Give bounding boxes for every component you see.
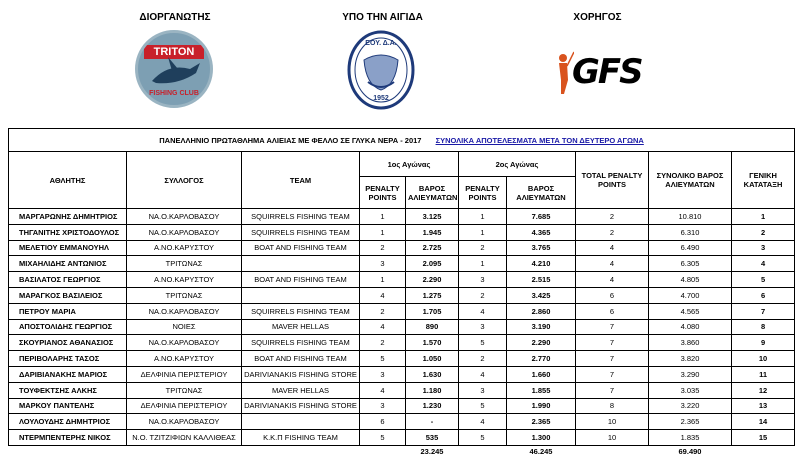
athlete-name: ΤΟΥΦΕΚΤΣΗΣ ΑΛΚΗΣ xyxy=(9,382,127,398)
total-penalty: 10 xyxy=(576,414,649,430)
total-penalty: 2 xyxy=(576,224,649,240)
athlete-name: ΜΑΡΓΑΡΩΝΗΣ ΔΗΜΗΤΡΙΟΣ xyxy=(9,209,127,225)
club-name: ΝΑ.Ο.ΚΑΡΛΟΒΑΣΟΥ xyxy=(127,224,242,240)
results-table xyxy=(8,128,795,458)
total-round1-weight: 23.245 xyxy=(420,447,444,457)
table-row xyxy=(9,240,795,256)
round2-penalty: 2 xyxy=(459,351,507,367)
round1-penalty: 4 xyxy=(360,382,406,398)
round1-penalty: 4 xyxy=(360,287,406,303)
round2-weight: 1.300 xyxy=(507,430,576,446)
round1-penalty: 3 xyxy=(360,398,406,414)
team-name: MAVER HELLAS xyxy=(242,319,360,335)
rank: 1 xyxy=(732,209,795,225)
total-weight: 4.080 xyxy=(649,319,732,335)
club-name: Ν.Ο. ΤΖΙΤΖΙΦΙΩΝ ΚΑΛΛΙΘΕΑΣ xyxy=(127,430,242,446)
total-penalty: 6 xyxy=(576,287,649,303)
club-name: ΔΕΛΦΙΝΙΑ ΠΕΡΙΣΤΕΡΙΟΥ xyxy=(127,398,242,414)
table-row xyxy=(9,351,795,367)
round1-penalty: 2 xyxy=(360,335,406,351)
round1-weight: - xyxy=(406,414,459,430)
athlete-name: ΜΙΧΑΗΛΙΔΗΣ ΑΝΤΩΝΙΟΣ xyxy=(9,256,127,272)
total-weight: 6.305 xyxy=(649,256,732,272)
round2-penalty: 5 xyxy=(459,430,507,446)
round2-penalty: 3 xyxy=(459,272,507,288)
team-name: SQUIRRELS FISHING TEAM xyxy=(242,335,360,351)
round1-penalty: 1 xyxy=(360,209,406,225)
round1-penalty: 4 xyxy=(360,319,406,335)
round2-penalty: 4 xyxy=(459,414,507,430)
rank: 8 xyxy=(732,319,795,335)
table-title-cell xyxy=(9,129,795,152)
round2-weight: 1.855 xyxy=(507,382,576,398)
round2-penalty: 1 xyxy=(459,209,507,225)
table-row xyxy=(9,398,795,414)
round1-penalty: 1 xyxy=(360,224,406,240)
round2-weight: 2.770 xyxy=(507,351,576,367)
total-penalty: 4 xyxy=(576,240,649,256)
triton-club-logo: TRITON FISHING CLUB xyxy=(135,30,213,108)
team-name: BOAT AND FISHING TEAM xyxy=(242,240,360,256)
table-row xyxy=(9,209,795,225)
round2-penalty: 5 xyxy=(459,398,507,414)
round1-weight: 1.630 xyxy=(406,366,459,382)
team-name: BOAT AND FISHING TEAM xyxy=(242,351,360,367)
round1-weight: 1.705 xyxy=(406,303,459,319)
round1-weight: 1.050 xyxy=(406,351,459,367)
team-name: DARIVIANAKIS FISHING STORE xyxy=(242,398,360,414)
rank: 5 xyxy=(732,272,795,288)
round1-weight: 1.945 xyxy=(406,224,459,240)
club-name: ΝΑ.Ο.ΚΑΡΛΟΒΑΣΟΥ xyxy=(127,335,242,351)
round2-weight: 1.990 xyxy=(507,398,576,414)
club-name: ΝΑ.Ο.ΚΑΡΛΟΒΑΣΟΥ xyxy=(127,303,242,319)
round2-penalty: 1 xyxy=(459,256,507,272)
total-weight: 6.490 xyxy=(649,240,732,256)
rank: 7 xyxy=(732,303,795,319)
total-penalty: 7 xyxy=(576,366,649,382)
athlete-name: ΜΑΡΚΟΥ ΠΑΝΤΕΛΗΣ xyxy=(9,398,127,414)
team-name xyxy=(242,414,360,430)
round1-weight: 890 xyxy=(406,319,459,335)
round2-weight: 3.765 xyxy=(507,240,576,256)
round1-penalty: 5 xyxy=(360,430,406,446)
col-round2: 2ος Αγώνας xyxy=(459,152,576,177)
round1-weight: 2.095 xyxy=(406,256,459,272)
col-athlete: ΑΘΛΗΤΗΣ xyxy=(9,152,127,209)
team-name: SQUIRRELS FISHING TEAM xyxy=(242,224,360,240)
rank: 11 xyxy=(732,366,795,382)
team-name: SQUIRRELS FISHING TEAM xyxy=(242,209,360,225)
team-name: SQUIRRELS FISHING TEAM xyxy=(242,303,360,319)
total-penalty: 7 xyxy=(576,351,649,367)
total-weight: 3.860 xyxy=(649,335,732,351)
total-weight: 3.220 xyxy=(649,398,732,414)
athlete-name: ΑΠΟΣΤΟΛΙΔΗΣ ΓΕΩΡΓΙΟΣ xyxy=(9,319,127,335)
col-round2-weight: ΒΑΡΟΣ ΑΛΙΕΥΜΑΤΩΝ xyxy=(507,177,576,209)
athlete-name: ΠΕΤΡΟΥ ΜΑΡΙΑ xyxy=(9,303,127,319)
table-row xyxy=(9,366,795,382)
athlete-name: ΛΟΥΛΟΥΔΗΣ ΔΗΜΗΤΡΙΟΣ xyxy=(9,414,127,430)
total-weight: 6.310 xyxy=(649,224,732,240)
club-name: ΤΡΙΤΩΝΑΣ xyxy=(127,256,242,272)
round2-penalty: 2 xyxy=(459,287,507,303)
club-name: ΝΑ.Ο.ΚΑΡΛΟΒΑΣΟΥ xyxy=(127,414,242,430)
club-name: ΝΟΙΕΣ xyxy=(127,319,242,335)
rank: 4 xyxy=(732,256,795,272)
team-name: Κ.Κ.Π FISHING TEAM xyxy=(242,430,360,446)
athlete-name: ΤΗΓΑΝΙΤΗΣ ΧΡΙΣΤΟΔΟΥΛΟΣ xyxy=(9,224,127,240)
total-weight: 4.805 xyxy=(649,272,732,288)
round2-weight: 1.660 xyxy=(507,366,576,382)
table-row xyxy=(9,319,795,335)
total-penalty: 10 xyxy=(576,430,649,446)
club-name: Α.ΝΟ.ΚΑΡΥΣΤΟΥ xyxy=(127,272,242,288)
rank: 14 xyxy=(732,414,795,430)
sponsor-label: ΧΟΡΗΓΟΣ xyxy=(573,12,622,23)
team-name xyxy=(242,287,360,303)
round1-weight: 3.125 xyxy=(406,209,459,225)
total-weight: 4.700 xyxy=(649,287,732,303)
club-name: ΤΡΙΤΩΝΑΣ xyxy=(127,382,242,398)
total-weight: 2.365 xyxy=(649,414,732,430)
federation-seal-logo: ΕΟΥ. Δ.Α. 1952 xyxy=(346,30,416,110)
team-name xyxy=(242,256,360,272)
round2-weight: 4.365 xyxy=(507,224,576,240)
total-penalty: 7 xyxy=(576,319,649,335)
athlete-name: ΠΕΡΙΒΟΛΑΡΗΣ ΤΑΣΟΣ xyxy=(9,351,127,367)
athlete-name: ΔΑΡΙΒΙΑΝΑΚΗΣ ΜΑΡΙΟΣ xyxy=(9,366,127,382)
round1-weight: 1.230 xyxy=(406,398,459,414)
total-weight: 3.820 xyxy=(649,351,732,367)
team-name: BOAT AND FISHING TEAM xyxy=(242,272,360,288)
total-weight: 4.565 xyxy=(649,303,732,319)
round2-weight: 3.425 xyxy=(507,287,576,303)
table-row xyxy=(9,224,795,240)
round1-weight: 2.290 xyxy=(406,272,459,288)
round1-penalty: 3 xyxy=(360,366,406,382)
total-penalty: 6 xyxy=(576,303,649,319)
round2-penalty: 3 xyxy=(459,382,507,398)
total-penalty: 4 xyxy=(576,256,649,272)
rank: 13 xyxy=(732,398,795,414)
round2-penalty: 1 xyxy=(459,224,507,240)
round2-weight: 2.290 xyxy=(507,335,576,351)
total-penalty: 7 xyxy=(576,382,649,398)
round1-penalty: 5 xyxy=(360,351,406,367)
round2-penalty: 3 xyxy=(459,319,507,335)
col-rank: ΓΕΝΙΚΗ ΚΑΤΑΤΑΞΗ xyxy=(732,152,795,209)
col-team: TEAM xyxy=(242,152,360,209)
round1-penalty: 1 xyxy=(360,272,406,288)
club-name: ΝΑ.Ο.ΚΑΡΛΟΒΑΣΟΥ xyxy=(127,209,242,225)
athlete-name: ΜΕΛΕΤΙΟΥ ΕΜΜΑΝΟΥΗΛ xyxy=(9,240,127,256)
col-round1-weight: ΒΑΡΟΣ ΑΛΙΕΥΜΑΤΩΝ xyxy=(406,177,459,209)
rank: 2 xyxy=(732,224,795,240)
rank: 3 xyxy=(732,240,795,256)
round2-weight: 4.210 xyxy=(507,256,576,272)
rank: 12 xyxy=(732,382,795,398)
club-name: ΔΕΛΦΙΝΙΑ ΠΕΡΙΣΤΕΡΙΟΥ xyxy=(127,366,242,382)
round1-weight: 535 xyxy=(406,430,459,446)
athlete-name: ΒΑΣΙΛΑΤΟΣ ΓΕΩΡΓΙΟΣ xyxy=(9,272,127,288)
total-weight: 1.835 xyxy=(649,430,732,446)
col-round2-penalty: PENALTY POINTS xyxy=(459,177,507,209)
gfs-sponsor-logo: GFS xyxy=(560,50,630,95)
round2-penalty: 4 xyxy=(459,366,507,382)
round2-weight: 2.365 xyxy=(507,414,576,430)
round2-penalty: 4 xyxy=(459,303,507,319)
round2-weight: 2.515 xyxy=(507,272,576,288)
total-weight: 3.290 xyxy=(649,366,732,382)
grand-total-weight: 69.490 xyxy=(678,447,702,457)
club-name: Α.ΝΟ.ΚΑΡΥΣΤΟΥ xyxy=(127,240,242,256)
round2-penalty: 2 xyxy=(459,240,507,256)
athlete-name: ΣΚΟΥΡΙΑΝΟΣ ΑΘΑΝΑΣΙΟΣ xyxy=(9,335,127,351)
table-row xyxy=(9,303,795,319)
team-name: MAVER HELLAS xyxy=(242,382,360,398)
round2-penalty: 5 xyxy=(459,335,507,351)
table-row xyxy=(9,382,795,398)
col-total-weight: ΣΥΝΟΛΙΚΟ ΒΑΡΟΣ ΑΛΙΕΥΜΑΤΩΝ xyxy=(649,152,732,209)
rank: 10 xyxy=(732,351,795,367)
col-total-penalty: TOTAL PENALTY POINTS xyxy=(576,152,649,209)
round1-penalty: 6 xyxy=(360,414,406,430)
results-subtitle-link[interactable]: ΣΥΝΟΛΙΚΑ ΑΠΟΤΕΛΕΣΜΑΤΑ ΜΕΤΑ ΤΟΝ ΔΕΥΤΕΡΟ ΑΓΩΝΑ xyxy=(435,135,644,145)
total-weight: 10.810 xyxy=(649,209,732,225)
col-club: ΣΥΛΛΟΓΟΣ xyxy=(127,152,242,209)
round2-weight: 7.685 xyxy=(507,209,576,225)
table-row xyxy=(9,430,795,446)
round2-weight: 3.190 xyxy=(507,319,576,335)
athlete-name: ΜΑΡΑΓΚΟΣ ΒΑΣΙΛΕΙΟΣ xyxy=(9,287,127,303)
table-row xyxy=(9,287,795,303)
table-row xyxy=(9,335,795,351)
total-round2-weight: 46.245 xyxy=(529,447,553,457)
round1-penalty: 2 xyxy=(360,240,406,256)
round1-weight: 2.725 xyxy=(406,240,459,256)
total-penalty: 4 xyxy=(576,272,649,288)
patron-label: ΥΠΟ ΤΗΝ ΑΙΓΙΔΑ xyxy=(342,12,423,23)
total-penalty: 2 xyxy=(576,209,649,225)
round1-weight: 1.570 xyxy=(406,335,459,351)
fisherman-icon xyxy=(552,50,574,95)
total-penalty: 8 xyxy=(576,398,649,414)
total-weight: 3.035 xyxy=(649,382,732,398)
round1-weight: 1.275 xyxy=(406,287,459,303)
round1-penalty: 3 xyxy=(360,256,406,272)
col-round1-penalty: PENALTY POINTS xyxy=(360,177,406,209)
club-name: Α.ΝΟ.ΚΑΡΥΣΤΟΥ xyxy=(127,351,242,367)
round1-weight: 1.180 xyxy=(406,382,459,398)
round1-penalty: 2 xyxy=(360,303,406,319)
table-row xyxy=(9,256,795,272)
table-row xyxy=(9,414,795,430)
col-round1: 1ος Αγώνας xyxy=(360,152,459,177)
round2-weight: 2.860 xyxy=(507,303,576,319)
rank: 6 xyxy=(732,287,795,303)
club-name: ΤΡΙΤΩΝΑΣ xyxy=(127,287,242,303)
team-name: DARIVIANAKIS FISHING STORE xyxy=(242,366,360,382)
rank: 15 xyxy=(732,430,795,446)
total-penalty: 7 xyxy=(576,335,649,351)
table-title: ΠΑΝΕΛΛΗΝΙΟ ΠΡΩΤΑΘΛΗΜΑ ΑΛΙΕΙΑΣ ΜΕ ΦΕΛΛΟ ΣΕ ΓΛΥΚΑ ΝΕΡΑ - 2017 xyxy=(159,135,422,145)
table-row xyxy=(9,272,795,288)
athlete-name: ΝΤΕΡΜΠΕΝΤΕΡΗΣ ΝΙΚΟΣ xyxy=(9,430,127,446)
rank: 9 xyxy=(732,335,795,351)
organizer-label: ΔΙΟΡΓΑΝΩΤΗΣ xyxy=(139,12,211,23)
